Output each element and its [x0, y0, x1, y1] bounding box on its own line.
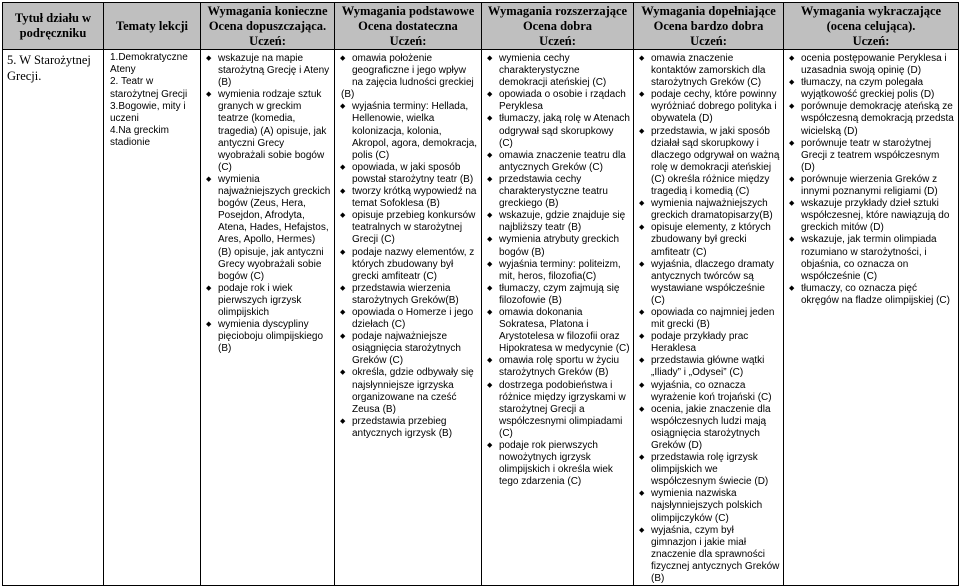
requirement-item: ◆ wymienia najważniejszych greckich dramatopisarzy(B) — [638, 198, 780, 222]
requirement-item: ◆ wymienia nazwiska najsłynniejszych polskich olimpijczyków (C) — [638, 488, 780, 524]
requirements-table — [2, 2, 959, 586]
requirement-item: ◆ wymienia rodzaje sztuk granych w greckim teatrze (komedia, tragedia) (A) opisuje, jak antyczni Grecy wyobrażali sobie bogów (C) — [205, 89, 331, 174]
requirement-item: ◆ omawia dokonania Sokratesa, Platona i Arystotelesa w filozofii oraz Hipokratesa w medycynie (C) — [486, 307, 630, 355]
requirement-item: ◆ opowiada, w jaki sposób powstał starożytny teatr (B) — [339, 162, 478, 186]
requirement-item: ◆ wyjaśnia, czym był gimnazjon i jakie miał znaczenie dla sprawności fizycznej antycznych Greków (B) — [638, 525, 780, 585]
requirement-item: ◆ podaje cechy, które powinny wyróżniać dobrego polityka i obywatela (D) — [638, 89, 780, 125]
dopelniajace-cell — [634, 50, 784, 586]
requirement-item: ◆ porównuje teatr w starożytnej Grecji z teatrem współczesnym (D) — [788, 138, 955, 174]
content-row — [3, 50, 959, 586]
requirement-item: ◆ wymienia najważniejszych greckich bogów (Zeus, Hera, Posejdon, Afrodyta, Atena, Hades, Hefajstos, Ares, Apollo, Hermes) (B) opisuje, jak antyczni Grecy wyobrażali sobie bogów (C) — [205, 174, 331, 283]
requirement-item: ◆ podaje rok i wiek pierwszych igrzysk olimpijskich — [205, 283, 331, 319]
header-row — [3, 3, 959, 50]
requirement-item: ◆ tłumaczy, jaką rolę w Atenach odgrywał sąd skorupkowy (C) — [486, 113, 630, 149]
requirement-label: (B) — [341, 89, 355, 101]
requirement-item: ◆ podaje przykłady prac Heraklesa — [638, 331, 780, 355]
requirement-item: ◆ wyjaśnia, dlaczego dramaty antycznych twórców są wystawiane współcześnie (C) — [638, 259, 780, 307]
requirement-item: ◆ omawia rolę sportu w życiu starożytnych Greków (B) — [486, 355, 630, 379]
requirement-item: ◆ omawia znaczenie teatru dla antycznych Greków (C) — [486, 150, 630, 174]
requirement-item: ◆ opowiada co najmniej jeden mit grecki (B) — [638, 307, 780, 331]
requirement-item: ◆ omawia znaczenie kontaktów zamorskich dla starożytnych Greków (C) — [638, 53, 780, 89]
requirement-item: ◆ przedstawia cechy charakterystyczne teatru greckiego (B) — [486, 174, 630, 210]
header-podstawowe: Wymagania podstawowe Ocena dostateczna Uczeń: — [335, 3, 482, 50]
requirement-item: ◆ wyjaśnia, co oznacza wyrażenie koń trojański (C) — [638, 380, 780, 404]
requirement-item: ◆ wskazuje, jak termin olimpiada rozumiano w starożytności, i objaśnia, co oznacza on współcześnie (C) — [788, 234, 955, 282]
dopelniajace-list — [634, 50, 783, 585]
rozszerzajace-cell — [482, 50, 634, 586]
requirement-item: ◆ wymienia cechy charakterystyczne demokracji ateńskiej (C) — [486, 53, 630, 89]
lesson-list: 1.Demokratyczne Ateny 2. Teatr w starożytnej Grecji 3.Bogowie, mity i uczeni 4.Na greckim stadionie — [110, 52, 188, 149]
requirement-item: ◆ opisuje przebieg konkursów teatralnych w starożytnej Grecji (C) — [339, 210, 478, 246]
rozszerzajace-list — [482, 50, 633, 488]
header-topic: Tytuł działu w podręczniku — [3, 3, 104, 50]
header-wykraczajace: Wymagania wykraczające (ocena celująca). Uczeń: — [784, 3, 959, 50]
podstawowe-list — [335, 50, 481, 440]
requirement-item: ◆ tłumaczy, na czym polegała wyjątkowość greckiej polis (D) — [788, 77, 955, 101]
header-rozszerzajace: Wymagania rozszerzające Ocena dobra Uczeń: — [482, 3, 634, 50]
requirement-item: ◆ tłumaczy, co oznacza pięć okręgów na fladze olimpijskiej (C) — [788, 283, 955, 307]
header-lessons: Tematy lekcji — [104, 3, 201, 50]
wykraczajace-cell — [784, 50, 959, 586]
requirement-item: ◆ porównuje wierzenia Greków z innymi poznanymi religiami (D) — [788, 174, 955, 198]
podstawowe-cell — [335, 50, 482, 586]
requirement-item: ◆ wskazuje przykłady dzieł sztuki współczesnej, które nawiązują do greckich mitów (D) — [788, 198, 955, 234]
wykraczajace-list — [784, 50, 958, 307]
topic-cell — [3, 50, 104, 586]
requirement-item: ◆ wskazuje na mapie starożytną Grecję i Ateny (B) — [205, 53, 331, 89]
requirement-item: ◆ wymienia dyscypliny pięcioboju olimpijskiego (B) — [205, 319, 331, 355]
requirement-item: ◆ opowiada o Homerze i jego dziełach (C) — [339, 307, 478, 331]
requirement-item: ◆ określa, gdzie odbywały się najsłynniejsze igrzyska organizowane na cześć Zeusa (B) — [339, 367, 478, 415]
requirement-item: ◆ przedstawia główne wątki „Iliady” i „Odysei” (C) — [638, 355, 780, 379]
requirement-item: ◆ tworzy krótką wypowiedź na temat Sofoklesa (B) — [339, 186, 478, 210]
requirement-item: ◆ ocenia, jakie znaczenie dla współczesnych ludzi mają osiągnięcia starożytnych Greków (D) — [638, 404, 780, 452]
requirement-item: ◆ omawia położenie geograficzne i jego wpływ na zajęcia ludności greckiej — [339, 53, 478, 89]
requirement-item: ◆ wskazuje, gdzie znajduje się najbliższy teatr (B) — [486, 210, 630, 234]
requirement-item: ◆ porównuje demokrację ateńską ze współczesną demokracją przedsta wicielską (D) — [788, 101, 955, 137]
requirement-item: ◆ dostrzega podobieństwa i różnice między igrzyskami w starożytnej Grecji a współczesnymi olimpiadami (C) — [486, 380, 630, 440]
requirement-item: ◆ ocenia postępowanie Peryklesa i uzasadnia swoją opinię (D) — [788, 53, 955, 77]
lessons-cell — [104, 50, 201, 586]
requirement-item: ◆ podaje nazwy elementów, z których zbudowany był grecki amfiteatr (C) — [339, 247, 478, 283]
topic-title: 5. W Starożytnej Grecji. — [7, 53, 91, 83]
requirement-item: ◆ opisuje elementy, z których zbudowany był grecki amfiteatr (C) — [638, 222, 780, 258]
header-dopelniajace: Wymagania dopełniające Ocena bardzo dobra Uczeń: — [634, 3, 784, 50]
requirement-item: ◆ wyjaśnia terminy: Hellada, Hellenowie, wielka kolonizacja, kolonia, Akropol, agora, demokracja, polis (C) — [339, 101, 478, 161]
requirement-item: ◆ przedstawia przebieg antycznych igrzysk (B) — [339, 416, 478, 440]
konieczne-cell — [201, 50, 335, 586]
requirement-item: ◆ wymienia atrybuty greckich bogów (B) — [486, 234, 630, 258]
requirement-item: ◆ opowiada o osobie i rządach Peryklesa — [486, 89, 630, 113]
header-konieczne: Wymagania konieczne Ocena dopuszczająca. Uczeń: — [201, 3, 335, 50]
requirement-item: ◆ podaje najważniejsze osiągnięcia starożytnych Greków (C) — [339, 331, 478, 367]
requirement-item: ◆ przedstawia, w jaki sposób działał sąd skorupkowy i dlaczego odgrywał on ważną rolę w demokracji ateńskiej (C) określa różnice między tragedią i komedią (C) — [638, 126, 780, 199]
requirement-item: ◆ przedstawia rolę igrzysk olimpijskich we współczesnym świecie (D) — [638, 452, 780, 488]
konieczne-list — [201, 50, 334, 355]
requirement-item: ◆ podaje rok pierwszych nowożytnych igrzysk olimpijskich i określa wiek tego zdarzenia (C) — [486, 440, 630, 488]
requirement-item: ◆ wyjaśnia terminy: politeizm, mit, heros, filozofia(C) — [486, 259, 630, 283]
requirement-item: ◆ przedstawia wierzenia starożytnych Greków(B) — [339, 283, 478, 307]
requirement-item: ◆ tłumaczy, czym zajmują się filozofowie (B) — [486, 283, 630, 307]
